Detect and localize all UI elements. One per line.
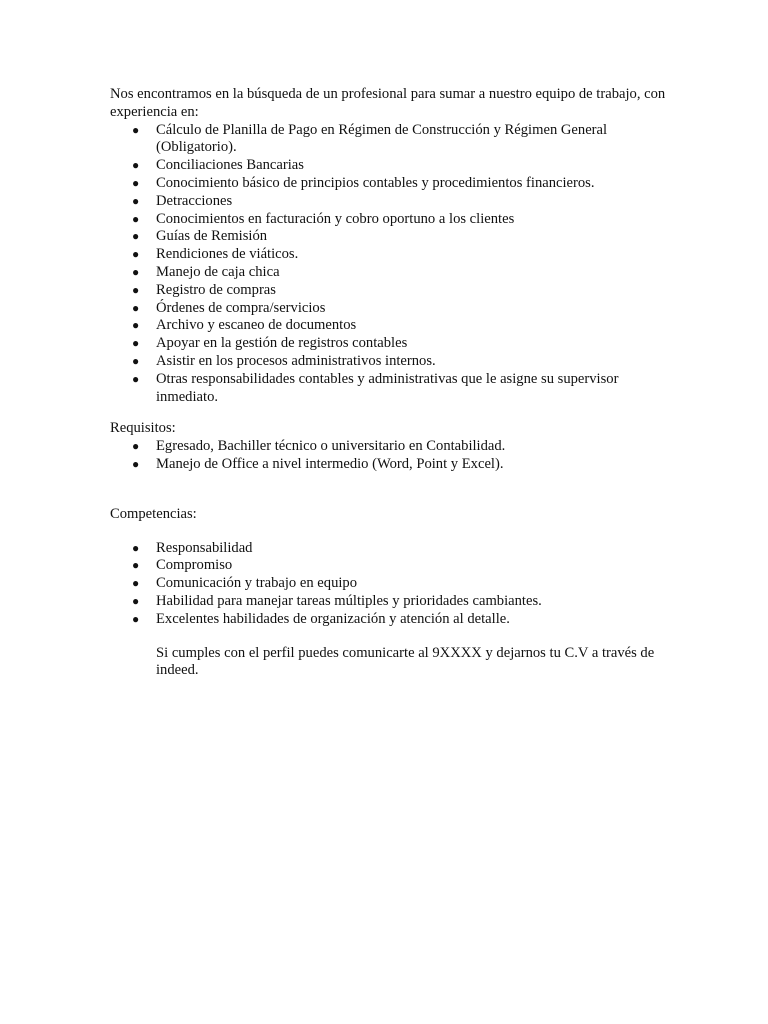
bullet-icon: ● xyxy=(132,175,140,190)
bullet-icon: ● xyxy=(132,193,140,208)
list-item xyxy=(110,438,670,456)
competencies-heading: Competencias: xyxy=(110,505,197,522)
list-item xyxy=(110,264,670,282)
list-item xyxy=(110,611,670,629)
list-item xyxy=(110,246,670,264)
bullet-icon: ● xyxy=(132,158,140,173)
requirements-list xyxy=(110,438,670,474)
bullet-icon: ● xyxy=(132,264,140,279)
list-item-text: Asistir en los procesos administrativos internos. xyxy=(156,352,436,369)
list-item-text: Otras responsabilidades contables y administrativas que le asigne su supervisor inmediato. xyxy=(156,370,619,405)
spacer xyxy=(110,406,670,420)
list-item xyxy=(110,157,670,175)
list-item-text: Registro de compras xyxy=(156,281,276,298)
list-item xyxy=(110,282,670,300)
bullet-icon: ● xyxy=(132,456,140,471)
bullet-icon: ● xyxy=(132,282,140,297)
list-item xyxy=(110,593,670,611)
closing-paragraph: Si cumples con el perfil puedes comunicarte al 9XXXX y dejarnos tu C.V a través de indeed. xyxy=(156,644,655,679)
list-item xyxy=(110,193,670,211)
list-item xyxy=(110,211,670,229)
competencies-list xyxy=(110,540,670,629)
list-item xyxy=(110,353,670,371)
list-item xyxy=(110,557,670,575)
list-item-text: Egresado, Bachiller técnico o universitario en Contabilidad. xyxy=(156,438,506,455)
spacer xyxy=(110,524,670,540)
list-item-text: Responsabilidad xyxy=(156,539,253,556)
list-item xyxy=(110,575,670,593)
bullet-icon: ● xyxy=(132,593,140,608)
list-item-text: Archivo y escaneo de documentos xyxy=(156,317,357,334)
bullet-icon: ● xyxy=(132,300,140,315)
list-item-text: Conocimiento básico de principios contables y procedimientos financieros. xyxy=(156,174,595,191)
spacer xyxy=(110,474,670,506)
list-item-text: Comunicación y trabajo en equipo xyxy=(156,575,358,592)
list-item xyxy=(110,175,670,193)
list-item-text: Guías de Remisión xyxy=(156,228,268,245)
bullet-icon: ● xyxy=(132,229,140,244)
list-item-text: Manejo de Office a nivel intermedio (Word, Point y Excel). xyxy=(156,455,504,472)
list-item xyxy=(110,122,670,158)
spacer xyxy=(110,629,670,645)
list-item-text: Manejo de caja chica xyxy=(156,263,280,280)
list-item-text: Detracciones xyxy=(156,192,233,209)
bullet-icon: ● xyxy=(132,353,140,368)
list-item-text: Cálculo de Planilla de Pago en Régimen de Construcción y Régimen General (Obligatorio). xyxy=(156,121,608,156)
list-item xyxy=(110,228,670,246)
list-item-text: Rendiciones de viáticos. xyxy=(156,246,299,263)
list-item xyxy=(110,540,670,558)
bullet-icon: ● xyxy=(132,247,140,262)
list-item xyxy=(110,300,670,318)
list-item-text: Órdenes de compra/servicios xyxy=(156,299,326,316)
bullet-icon: ● xyxy=(132,336,140,351)
list-item xyxy=(110,317,670,335)
bullet-icon: ● xyxy=(132,439,140,454)
list-item xyxy=(110,371,670,407)
bullet-icon: ● xyxy=(132,318,140,333)
bullet-icon: ● xyxy=(132,611,140,626)
intro-paragraph: Nos encontramos en la búsqueda de un profesional para sumar a nuestro equipo de trabajo, con experiencia en: xyxy=(110,86,666,120)
list-item-text: Conciliaciones Bancarias xyxy=(156,157,304,174)
requirements-heading: Requisitos: xyxy=(110,420,176,437)
bullet-icon: ● xyxy=(132,558,140,573)
list-item-text: Apoyar en la gestión de registros contables xyxy=(156,335,408,352)
bullet-icon: ● xyxy=(132,576,140,591)
document-page xyxy=(110,86,670,680)
list-item xyxy=(110,335,670,353)
bullet-icon: ● xyxy=(132,371,140,386)
experience-list xyxy=(110,122,670,407)
list-item-text: Compromiso xyxy=(156,557,233,574)
bullet-icon: ● xyxy=(132,122,140,137)
list-item-text: Conocimientos en facturación y cobro oportuno a los clientes xyxy=(156,210,515,227)
list-item xyxy=(110,456,670,474)
bullet-icon: ● xyxy=(132,540,140,555)
list-item-text: Habilidad para manejar tareas múltiples y prioridades cambiantes. xyxy=(156,592,542,609)
bullet-icon: ● xyxy=(132,211,140,226)
list-item-text: Excelentes habilidades de organización y atención al detalle. xyxy=(156,610,510,627)
